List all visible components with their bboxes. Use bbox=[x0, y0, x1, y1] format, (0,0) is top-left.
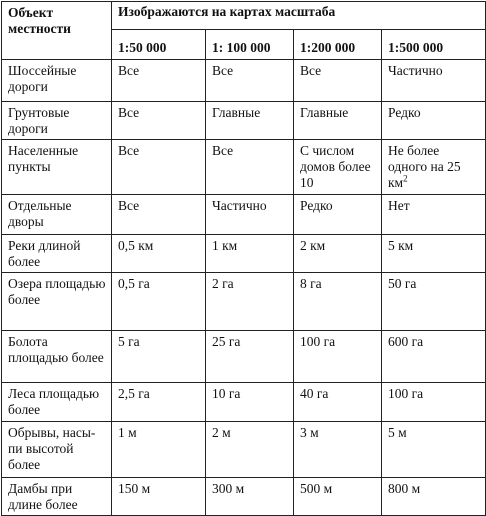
row-object-label: Шоссейные дороги bbox=[2, 60, 112, 102]
cell-value: Нет bbox=[382, 195, 486, 235]
object-column-header: Объект местности bbox=[2, 2, 112, 60]
cell-value: Редко bbox=[294, 195, 382, 235]
cell-value: 100 га bbox=[294, 331, 382, 383]
row-object-label: Леса площадью более bbox=[2, 383, 112, 422]
cell-value: 10 га bbox=[206, 383, 294, 422]
row-object-label: Обрывы, насы-пи высотой более bbox=[2, 422, 112, 478]
scale-group-header: Изображаются на картах масштаба bbox=[112, 2, 486, 30]
table-row bbox=[2, 331, 486, 383]
row-object-label: Реки длиной более bbox=[2, 235, 112, 273]
table-row bbox=[2, 102, 486, 140]
table-row bbox=[2, 422, 486, 478]
cell-value: 1 м bbox=[112, 422, 206, 478]
cell-value: 5 га bbox=[112, 331, 206, 383]
scale-header-200000: 1:200 000 bbox=[294, 30, 382, 60]
cell-value: 500 м bbox=[294, 478, 382, 516]
cell-value: 600 га bbox=[382, 331, 486, 383]
table-row bbox=[2, 273, 486, 331]
cell-value: Все bbox=[112, 60, 206, 102]
scale-header-100000: 1: 100 000 bbox=[206, 30, 294, 60]
table-row bbox=[2, 60, 486, 102]
cell-value: Частично bbox=[206, 195, 294, 235]
cell-value: 0,5 га bbox=[112, 273, 206, 331]
row-object-label: Отдельные дворы bbox=[2, 195, 112, 235]
row-object-label: Населенные пункты bbox=[2, 140, 112, 195]
table-row bbox=[2, 140, 486, 195]
row-object-label: Болота площадью более bbox=[2, 331, 112, 383]
row-object-label: Грунтовые дороги bbox=[2, 102, 112, 140]
cell-value: Все bbox=[112, 140, 206, 195]
cell-value: Все bbox=[206, 140, 294, 195]
cell-value: 0,5 км bbox=[112, 235, 206, 273]
cell-value-with-superscript bbox=[382, 140, 486, 195]
cell-value: 300 м bbox=[206, 478, 294, 516]
cell-value: 2 м bbox=[206, 422, 294, 478]
cell-value: Все bbox=[294, 60, 382, 102]
cell-value: 150 м bbox=[112, 478, 206, 516]
cell-value: Все bbox=[112, 195, 206, 235]
cell-value: Все bbox=[112, 102, 206, 140]
cell-value: Частично bbox=[382, 60, 486, 102]
table-row bbox=[2, 478, 486, 516]
cell-value: 100 га bbox=[382, 383, 486, 422]
cell-value: 800 м bbox=[382, 478, 486, 516]
cell-value: 2 га bbox=[206, 273, 294, 331]
table-row bbox=[2, 235, 486, 273]
map-scale-table bbox=[1, 1, 486, 516]
cell-value: 2,5 га bbox=[112, 383, 206, 422]
table-row bbox=[2, 195, 486, 235]
cell-value: С числом домов более 10 bbox=[294, 140, 382, 195]
cell-value: 40 га bbox=[294, 383, 382, 422]
cell-value: Редко bbox=[382, 102, 486, 140]
cell-value: 5 км bbox=[382, 235, 486, 273]
superscript-2: 2 bbox=[403, 173, 408, 184]
cell-value: 8 га bbox=[294, 273, 382, 331]
cell-value: 1 км bbox=[206, 235, 294, 273]
scale-header-50000: 1:50 000 bbox=[112, 30, 206, 60]
cell-value: 2 км bbox=[294, 235, 382, 273]
scale-header-500000: 1:500 000 bbox=[382, 30, 486, 60]
cell-value: 5 м bbox=[382, 422, 486, 478]
cell-value: Главные bbox=[294, 102, 382, 140]
row-object-label: Дамбы при длине более bbox=[2, 478, 112, 516]
cell-value: 3 м bbox=[294, 422, 382, 478]
table-header-row bbox=[2, 2, 486, 30]
cell-value: 50 га bbox=[382, 273, 486, 331]
cell-value: Все bbox=[206, 60, 294, 102]
cell-value: Главные bbox=[206, 102, 294, 140]
cell-value: Не более одного на 25 км bbox=[388, 143, 461, 190]
row-object-label: Озера площадью более bbox=[2, 273, 112, 331]
table-row bbox=[2, 383, 486, 422]
cell-value: 25 га bbox=[206, 331, 294, 383]
